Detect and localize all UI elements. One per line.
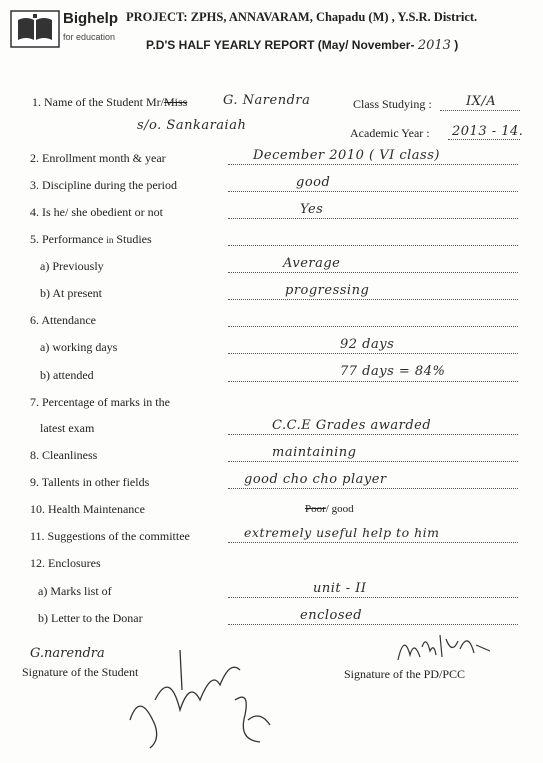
name-label-text: 1. Name of the Student Mr/: [32, 95, 164, 109]
academic-value: 2013 - 14.: [452, 124, 524, 139]
name-miss: Miss: [163, 95, 188, 109]
working-dots: [228, 353, 518, 354]
academic-label: Academic Year :: [350, 126, 430, 140]
present-label: b) At present: [40, 286, 102, 300]
attendance-label: 6. Attendance: [30, 313, 96, 327]
marks-value: unit - II: [313, 581, 367, 596]
son-of-value: s/o. Sankaraiah: [137, 118, 247, 133]
book-logo-icon: [10, 10, 60, 48]
discipline-label: 3. Discipline during the period: [30, 178, 177, 192]
performance-in: in: [106, 235, 114, 245]
talents-value: good cho cho player: [244, 472, 387, 487]
previously-value: Average: [283, 256, 341, 271]
obedient-dots: [228, 218, 518, 219]
performance-label-text: 5. Performance: [30, 232, 104, 246]
working-value: 92 days: [340, 337, 395, 352]
health-poor: Poor: [305, 503, 326, 515]
performance-label: [30, 232, 152, 247]
report-title: [146, 38, 458, 53]
latest-dots: [228, 434, 518, 435]
discipline-value: good: [296, 175, 331, 190]
talents-label: 9. Tallents in other fields: [30, 475, 150, 489]
name-value: G. Narendra: [223, 93, 311, 108]
previously-label: a) Previously: [40, 259, 104, 273]
health-value: [305, 503, 354, 515]
bighelp-logo: [10, 10, 60, 48]
project-title: PROJECT: ZPHS, ANNAVARAM, Chapadu (M) , Y.S.R. District.: [126, 10, 478, 24]
letter-value: enclosed: [300, 608, 363, 623]
report-title-text: P.D'S HALF YEARLY REPORT (May/ November-: [146, 38, 415, 52]
class-dots: [440, 110, 520, 111]
committee-signatures-scribble: [120, 630, 380, 755]
previously-dots: [228, 272, 518, 273]
report-title-close: ): [454, 38, 459, 52]
cleanliness-value: maintaining: [272, 445, 357, 460]
student-signature: G.narendra: [30, 646, 105, 661]
attended-value: 77 days = 84%: [340, 364, 446, 379]
logo-tagline: for education: [63, 32, 116, 42]
student-signature-label: Signature of the Student: [22, 665, 139, 679]
enclosures-label: 12. Enclosures: [30, 556, 101, 570]
talents-dots: [228, 488, 518, 489]
academic-dots: [448, 139, 520, 140]
performance-dots: [228, 245, 518, 246]
enrollment-label: 2. Enrollment month & year: [30, 151, 166, 165]
letter-label: b) Letter to the Donar: [38, 611, 143, 625]
obedient-label: 4. Is he/ she obedient or not: [30, 205, 163, 219]
class-value: IX/A: [466, 94, 497, 109]
suggestions-label: 11. Suggestions of the committee: [30, 529, 190, 543]
enrollment-dots: [228, 164, 518, 165]
present-dots: [228, 299, 518, 300]
attendance-dots: [228, 326, 518, 327]
name-label: [32, 95, 187, 110]
suggestions-value: extremely useful help to him: [244, 525, 440, 540]
working-label: a) working days: [40, 340, 118, 354]
obedient-value: Yes: [300, 202, 324, 217]
pd-signature-scribble: [390, 625, 500, 670]
suggestions-dots: [228, 542, 518, 543]
marks-list-label: a) Marks list of: [38, 584, 112, 598]
marks-dots: [228, 597, 518, 598]
latest-value: C.C.E Grades awarded: [272, 418, 432, 433]
present-value: progressing: [285, 283, 370, 298]
attended-dots: [228, 381, 518, 382]
performance-studies: Studies: [116, 232, 152, 246]
attended-label: b) attended: [40, 368, 94, 382]
report-year: 2013: [417, 38, 451, 53]
discipline-dots: [228, 191, 518, 192]
cleanliness-dots: [228, 461, 518, 462]
health-label: 10. Health Maintenance: [30, 502, 145, 516]
cleanliness-label: 8. Cleanliness: [30, 448, 98, 462]
logo-name: Bighelp: [63, 10, 118, 27]
class-label: Class Studying :: [353, 97, 432, 111]
percentage-label: 7. Percentage of marks in the: [30, 395, 170, 409]
latest-exam-label: latest exam: [40, 421, 95, 435]
enrollment-value: December 2010 ( VI class): [253, 148, 440, 163]
health-good: / good: [325, 503, 354, 515]
pd-signature-label: Signature of the PD/PCC: [344, 667, 466, 681]
